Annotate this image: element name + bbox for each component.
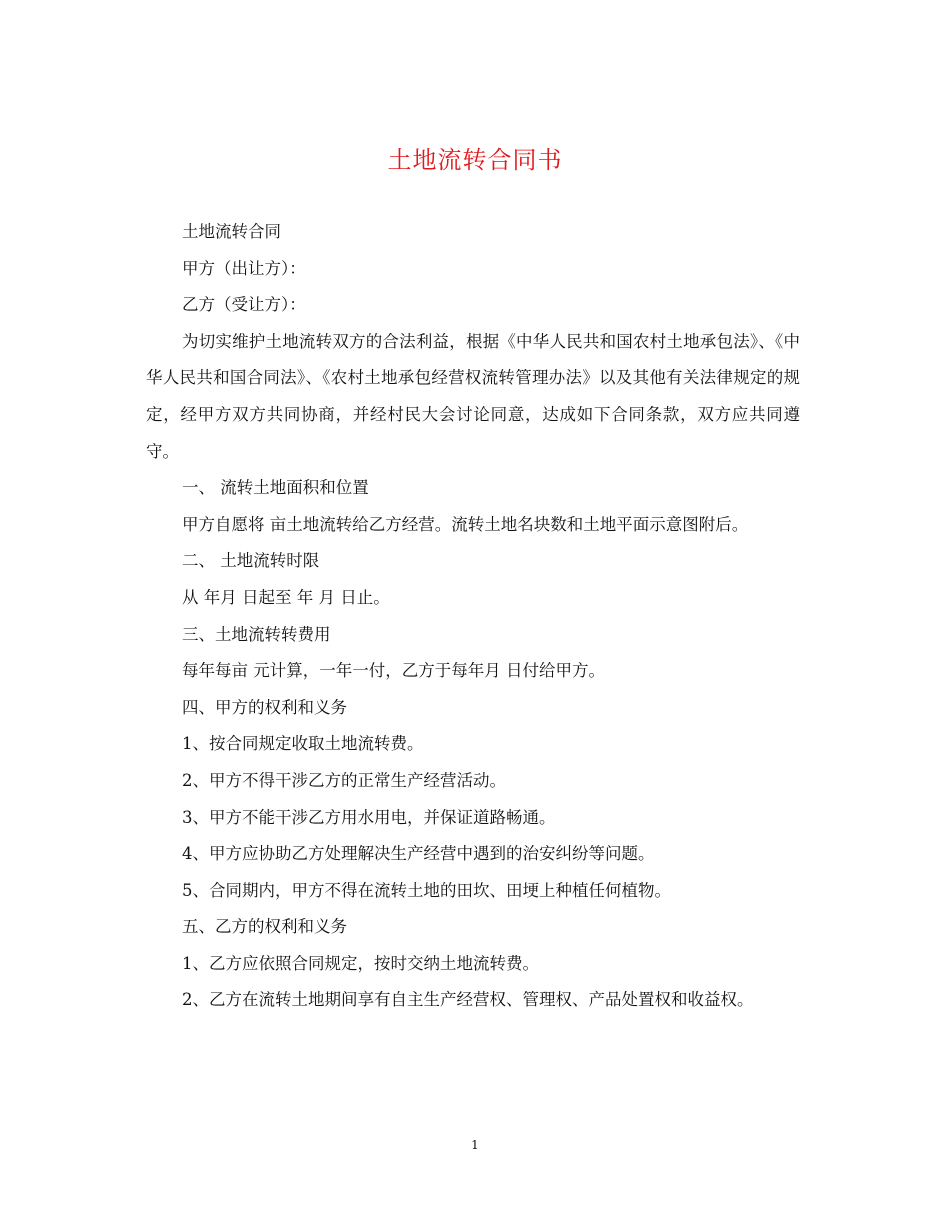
list-item: 4、甲方应协助乙方处理解决生产经营中遇到的治安纠纷等问题。 <box>182 844 655 864</box>
section-heading-5: 五、乙方的权利和义务 <box>182 917 347 937</box>
list-item: 3、甲方不能干涉乙方用水用电，并保证道路畅通。 <box>182 807 556 827</box>
list-item: 5、合同期内，甲方不得在流转土地的田坎、田埂上种植任何植物。 <box>182 880 671 900</box>
list-item: 2、甲方不得干涉乙方的正常生产经营活动。 <box>182 770 506 790</box>
section-heading-2: 二、 土地流转时限 <box>182 551 320 571</box>
document-title: 土地流转合同书 <box>387 146 563 174</box>
section-heading-1: 一、 流转土地面积和位置 <box>182 478 369 498</box>
paragraph-area: 甲方自愿将 亩土地流转给乙方经营。流转土地名块数和土地平面示意图附后。 <box>182 514 749 534</box>
list-item: 1、按合同规定收取土地流转费。 <box>182 734 424 754</box>
paragraph-preamble: 为切实维护土地流转双方的合法利益，根据《中华人民共和国农村土地承包法》、《中华人民共和国合同法》、《农村土地承包经营权流转管理办法》以及其他有关法律规定的规定，经甲方双方共同协商，并经村民大会讨论同意，达成如下合同条款，双方应共同遵守。 <box>146 331 800 461</box>
paragraph-term: 从 年月 日起至 年 月 日止。 <box>182 587 390 607</box>
paragraph-party-a: 甲方（出让方）： <box>182 258 306 278</box>
list-item: 1、乙方应依照合同规定，按时交纳土地流转费。 <box>182 953 539 973</box>
list-item: 2、乙方在流转土地期间享有自主生产经营权、管理权、产品处置权和收益权。 <box>182 990 754 1010</box>
section-heading-3: 三、土地流转转费用 <box>182 624 331 644</box>
paragraph-heading: 土地流转合同 <box>182 222 281 241</box>
page-number: 1 <box>471 1138 479 1152</box>
paragraph-party-b: 乙方（受让方）： <box>182 295 306 315</box>
paragraph-fee: 每年每亩 元计算，一年一付，乙方于每年月 日付给甲方。 <box>182 661 605 681</box>
document-body <box>146 214 800 1019</box>
section-heading-4: 四、甲方的权利和义务 <box>182 697 347 717</box>
